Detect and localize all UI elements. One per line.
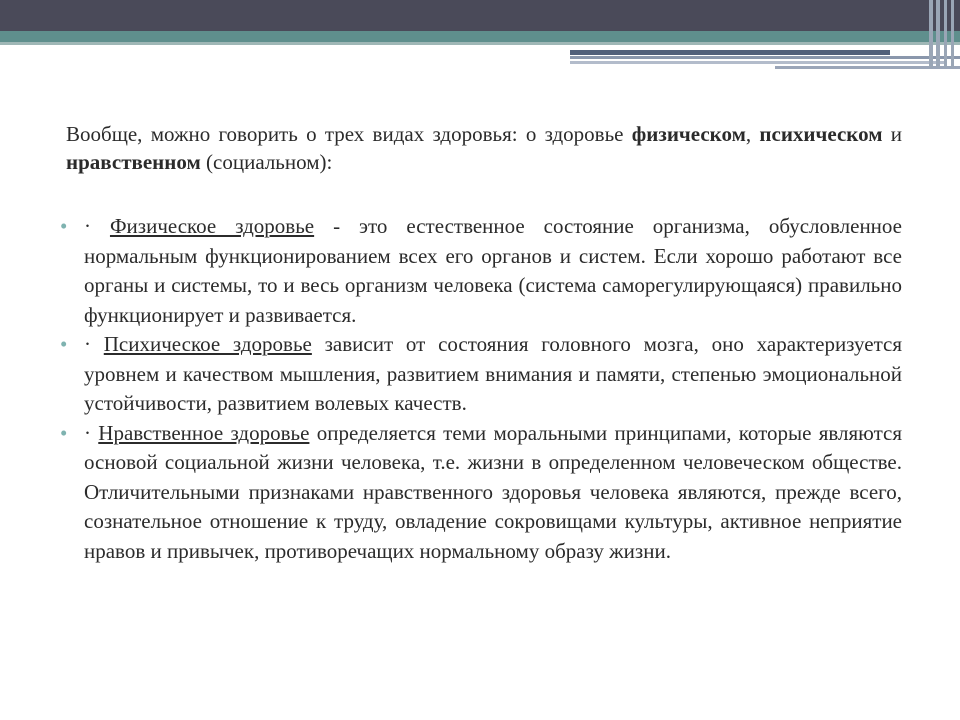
intro-term-physical: физическом — [631, 122, 746, 146]
health-types-list — [60, 212, 902, 566]
item-prefix: · — [84, 332, 104, 356]
item-text: определяется теми моральными принципами, которые являются основой социальной жизни человека, т.е. жизни в определенном человеческом обществе. Отличительными признаками нравственного здоровья человека являются, прежде всего, сознательное отношение к труду, овладение сокровищами культуры, активное неприятие нравов и привычек, противоречащих нормальному образу жизни. — [84, 420, 902, 563]
intro-paragraph — [66, 120, 902, 176]
item-term: Физическое здоровье — [109, 214, 315, 238]
item-text: зависит от состояния головного мозга, оно характеризуется уровнем и качеством мышления, развитием внимания и памяти, степенью эмоциональной устойчивости, развитием волевых качеств. — [84, 332, 902, 415]
bullet-icon: • — [60, 420, 68, 445]
intro-term-mental: психическом — [759, 122, 883, 146]
item-text: - это естественное состояние организма, обусловленное нормальным функционированием всех его органов и систем. Если хорошо работают все органы и системы, то и весь организм человека (система саморегулирующаяся) правильно функционирует и развивается. — [84, 214, 903, 327]
intro-separator: и — [882, 122, 902, 146]
decor-vertical-bar — [944, 0, 947, 68]
item-term: Психическое здоровье — [103, 332, 312, 356]
item-prefix: · — [84, 214, 110, 238]
item-prefix: · — [84, 420, 99, 445]
decor-stripe — [570, 61, 945, 64]
header-accent-line — [0, 42, 960, 45]
intro-term-moral: нравственном — [66, 150, 201, 174]
decor-vertical-bar — [936, 0, 940, 68]
intro-text: (социальном): — [200, 150, 333, 174]
decor-stripe — [570, 50, 890, 55]
item-term: Нравственное здоровье — [98, 420, 310, 445]
decor-vertical-bar — [951, 0, 954, 68]
decor-vertical-bar — [929, 0, 933, 68]
list-item-moral — [60, 419, 902, 567]
bullet-icon: • — [60, 332, 68, 356]
list-item-mental — [60, 330, 902, 419]
intro-text: Вообще, можно говорить о трех видах здоровья: о здоровье — [66, 122, 632, 146]
header-accent-bar — [0, 31, 960, 42]
decor-stripe — [570, 56, 960, 59]
intro-separator: , — [745, 122, 760, 146]
bullet-icon: • — [60, 214, 68, 238]
header-bar — [0, 0, 960, 31]
list-item-physical — [60, 212, 902, 330]
